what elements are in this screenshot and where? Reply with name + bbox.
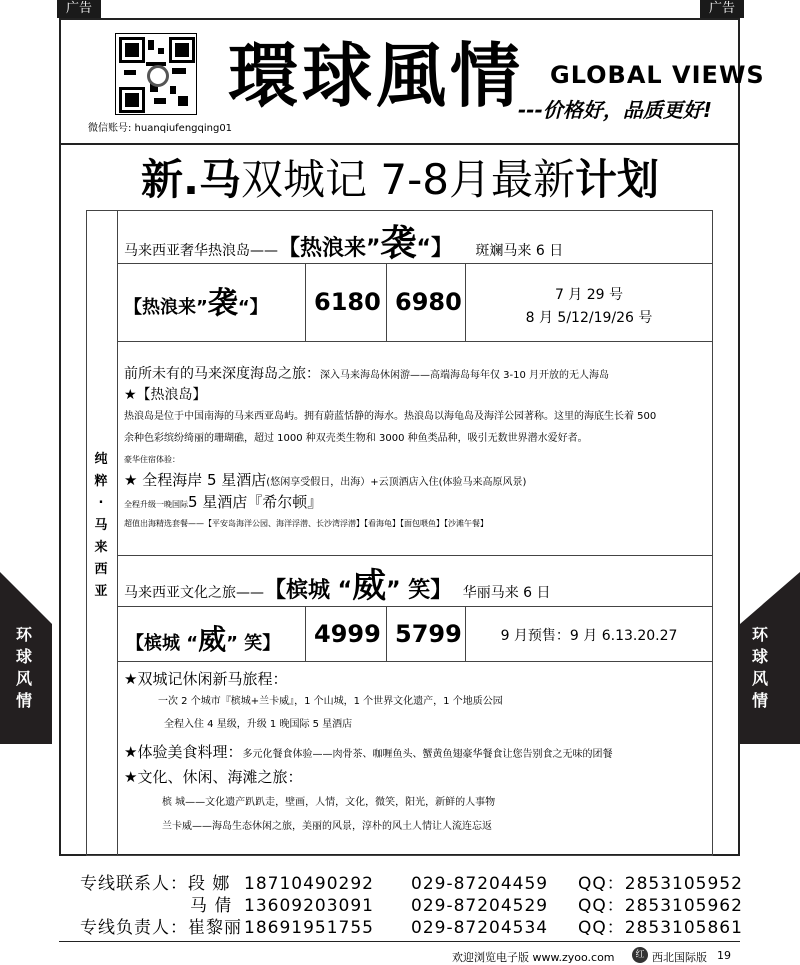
tour2-title: 马来西亚文化之旅——【槟城 “威” 笑】 华丽马来 6 日 — [124, 566, 551, 606]
row-divider — [117, 555, 713, 556]
tour1-name: 【热浪来”袭“】 — [124, 286, 268, 321]
hotel-line-1: ★ 全程海岸 5 星酒店(悠闲享受假日，出海）+云顶酒店入住(体验马来高原风景) — [124, 471, 527, 489]
food-line: ★体验美食料理：多元化餐食体验——肉骨茶、咖喱鱼头、蟹黄鱼翅豪华餐食让您告别食之无味的团餐 — [124, 743, 613, 761]
tour1-price-2: 6980 — [395, 288, 462, 316]
tour1-title: 马来西亚奢华热浪岛——【热浪来”袭“】 斑斓马来 6 日 — [124, 223, 564, 264]
sea-package: 超值出海精选套餐——【平安岛海洋公园、海洋浮潜、长沙湾浮潜】【看海龟】【面包喂鱼】【沙滩午餐】 — [124, 519, 488, 528]
col-divider — [305, 263, 306, 341]
tour2-name: 【槟城 “威” 笑】 — [126, 623, 281, 656]
contact-mobile-1: 18710490292 — [244, 874, 374, 894]
contact-label-1: 专线联系人：段 娜 — [80, 874, 231, 894]
culture-title: ★文化、休闲、海滩之旅： — [124, 768, 303, 786]
row-divider — [117, 263, 713, 264]
itinerary-line-1: 一次 2 个城市『槟城+兰卡威』，1 个山城，1 个世界文化遗产，1 个地质公园 — [158, 696, 503, 707]
itinerary-title: ★双城记休闲新马旅程： — [124, 670, 288, 688]
tour1-date-2: 8 月 5/12/19/26 号 — [525, 310, 653, 326]
culture-line-2: 兰卡威——海岛生态休闲之旅，美丽的风景，淳朴的风土人情让人流连忘返 — [162, 821, 492, 832]
itinerary-line-2: 全程入住 4 星级，升级 1 晚国际 5 星酒店 — [164, 719, 353, 730]
footer-section: 西北国际版 — [652, 951, 707, 964]
headline-part3: 计划 — [574, 155, 659, 204]
contact-label-2: 马 倩 — [190, 896, 233, 916]
headline-part1: 新.马 — [141, 155, 241, 204]
global-views-title: GLOBAL VIEWS — [550, 61, 765, 89]
tour1-price-1: 6180 — [314, 288, 381, 316]
contact-qq-2: QQ：2853105962 — [578, 896, 743, 916]
tour2-price-2: 5799 — [395, 620, 462, 648]
wechat-id: 微信账号: huanqiufengqing01 — [88, 123, 233, 134]
ad-tag-left: 广告 — [57, 0, 101, 18]
row-divider — [117, 606, 713, 607]
tour2-dates: 9 月预售：9 月 6.13.20.27 — [500, 628, 678, 644]
footer-divider — [59, 941, 740, 942]
side-tab-right-top — [740, 572, 800, 624]
contact-phone-1: 029-87204459 — [411, 874, 549, 894]
tour2-price-1: 4999 — [314, 620, 381, 648]
culture-line-1: 槟 城——文化遗产趴趴走，壁画，人情，文化，微笑，阳光，新鲜的人事物 — [162, 797, 496, 808]
hotel-line-2: 全程升级一晚国际5 星酒店『希尔顿』 — [124, 493, 323, 511]
ad-tag-right: 广告 — [700, 0, 744, 18]
contact-phone-2: 029-87204529 — [411, 896, 549, 916]
side-tab-right-text: 环 球 风 情 — [751, 625, 768, 710]
island-title: ★【热浪岛】 — [124, 387, 207, 403]
slogan: ---价格好，品质更好! — [518, 98, 713, 122]
footer-text: 欢迎浏览电子版 www.zyoo.com — [452, 951, 615, 964]
header-divider — [59, 143, 740, 145]
side-label: 纯 粹 . 马 来 西 亚 — [94, 452, 108, 599]
col-divider — [386, 263, 387, 341]
row-divider — [117, 661, 713, 662]
tour1-desc-title: 前所未有的马来深度海岛之旅：深入马来海岛休闲游——高端海岛每年仅 3-10 月开放的无人海岛 — [124, 366, 610, 382]
qr-code-icon — [115, 33, 197, 115]
col-divider — [305, 606, 306, 661]
lux-label: 豪华住宿体验： — [124, 455, 180, 464]
side-column-divider — [117, 210, 118, 856]
footer-badge-icon: 红 — [632, 947, 648, 963]
contact-mobile-3: 18691951755 — [244, 918, 374, 938]
contact-mobile-2: 13609203091 — [244, 896, 374, 916]
contact-phone-3: 029-87204534 — [411, 918, 549, 938]
island-desc-2: 余种色彩缤纷绮丽的珊瑚礁，超过 1000 种双壳类生物和 3000 种鱼类品种，吸引无数世界潜水爱好者。 — [124, 433, 588, 444]
brand-title: 環球風情 — [228, 34, 524, 117]
headline-part2: 双城记 7-8月最新 — [241, 155, 575, 204]
row-divider — [117, 341, 713, 342]
page-number: 19 — [717, 949, 731, 962]
contact-qq-1: QQ：2853105952 — [578, 874, 743, 894]
side-tab-left-top — [0, 572, 52, 624]
side-tab-right — [740, 624, 800, 744]
side-tab-left-text: 环 球 风 情 — [15, 625, 32, 710]
page-headline — [0, 152, 800, 208]
contact-qq-3: QQ：2853105861 — [578, 918, 743, 938]
col-divider — [386, 606, 387, 661]
contact-label-3: 专线负责人：崔黎丽 — [80, 918, 242, 938]
tour1-date-1: 7 月 29 号 — [554, 287, 624, 303]
island-desc-1: 热浪岛是位于中国南海的马来西亚岛屿。拥有蔚蓝恬静的海水。热浪岛以海龟岛及海洋公园著称。这里的海底生长着 500 — [124, 411, 657, 422]
